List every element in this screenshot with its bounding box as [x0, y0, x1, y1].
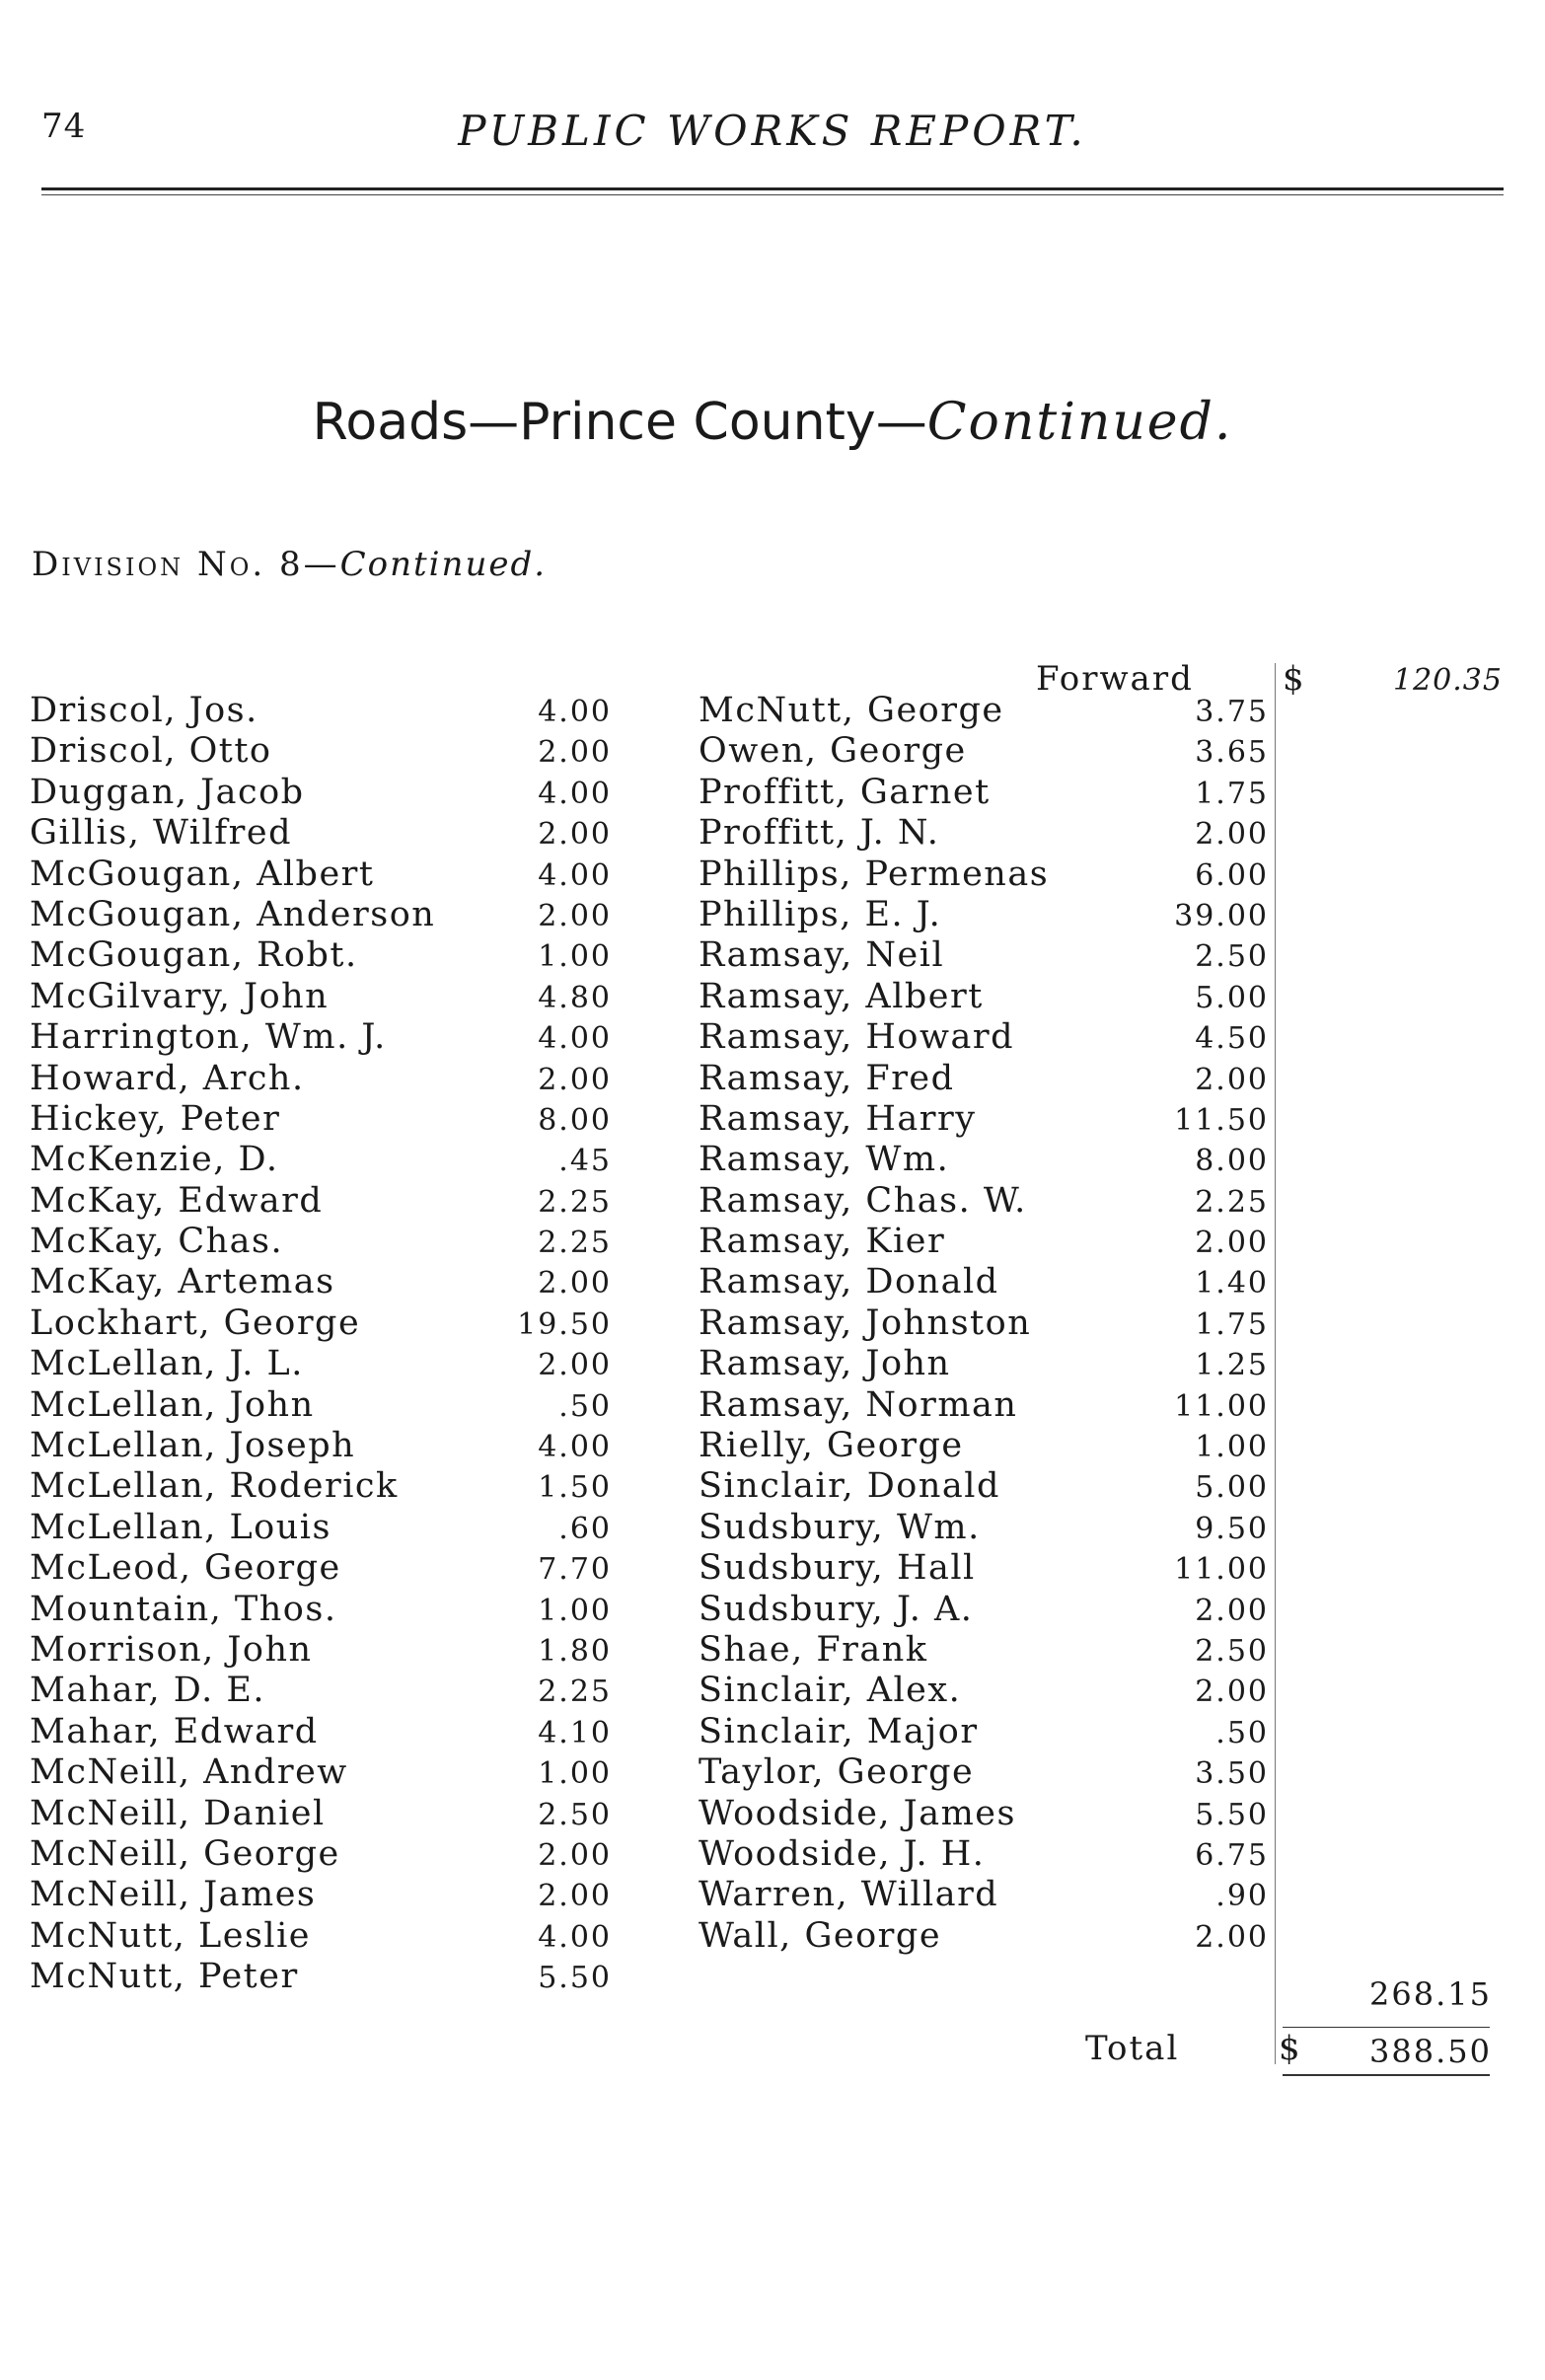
entry-amount: 4.00 — [538, 1021, 612, 1057]
entry-name: Hickey, Peter — [30, 1098, 281, 1139]
entry-name: Warren, Willard — [699, 1875, 999, 1915]
entry-name: Driscol, Jos. — [30, 691, 258, 730]
list-item — [30, 1344, 612, 1384]
entry-name: Ramsay, Howard — [699, 1017, 1014, 1058]
entry-name: McLellan, John — [30, 1384, 315, 1425]
entry-amount: 1.80 — [538, 1633, 612, 1669]
list-item — [699, 1181, 1269, 1222]
entry-amount: 1.25 — [1195, 1348, 1269, 1383]
entry-amount: 1.75 — [1195, 1306, 1269, 1342]
list-item — [30, 1222, 612, 1262]
list-item — [699, 1140, 1269, 1180]
page-number: 74 — [41, 107, 87, 146]
entry-name: Duggan, Jacob — [30, 772, 305, 812]
entry-amount: 2.00 — [538, 1266, 612, 1302]
entry-amount: 3.65 — [1195, 735, 1269, 771]
header-rule-thin — [41, 194, 1504, 195]
list-item — [699, 731, 1269, 772]
entry-amount: 1.00 — [538, 1756, 612, 1792]
entry-amount: 4.00 — [538, 695, 612, 729]
list-item — [30, 691, 612, 731]
header-rule-thick — [41, 187, 1504, 190]
list-item — [699, 1303, 1269, 1344]
entry-amount: 8.00 — [1195, 1144, 1269, 1179]
entry-name: Mountain, Thos. — [30, 1589, 337, 1629]
entry-name: Ramsay, Norman — [699, 1384, 1018, 1425]
list-item — [699, 1671, 1269, 1711]
list-item — [30, 1466, 612, 1507]
entry-name: Sinclair, Major — [699, 1711, 979, 1751]
entry-name: McGougan, Anderson — [30, 894, 436, 934]
list-item — [30, 1548, 612, 1589]
entry-amount: 2.00 — [538, 817, 612, 853]
list-item — [699, 1344, 1269, 1384]
list-item — [30, 1590, 612, 1630]
entry-amount: 3.50 — [1195, 1756, 1269, 1792]
entry-name: Sudsbury, J. A. — [699, 1589, 974, 1629]
list-item — [30, 895, 612, 935]
list-item — [30, 1181, 612, 1222]
entry-amount: 11.50 — [1174, 1102, 1269, 1138]
entry-name: McLellan, Roderick — [30, 1466, 399, 1507]
list-item — [30, 935, 612, 976]
entry-name: Sudsbury, Hall — [699, 1548, 976, 1589]
entry-name: McKay, Chas. — [30, 1222, 284, 1262]
entry-amount: 1.00 — [538, 1593, 612, 1628]
entry-amount: 2.00 — [538, 735, 612, 771]
entry-name: Gillis, Wilfred — [30, 813, 292, 854]
list-item — [699, 1630, 1269, 1671]
list-item — [699, 1590, 1269, 1630]
entry-name: Proffitt, J. N. — [699, 813, 940, 854]
entry-amount: .90 — [1215, 1879, 1269, 1914]
entry-name: Ramsay, Harry — [699, 1098, 977, 1139]
list-item — [30, 977, 612, 1017]
entry-amount: 11.00 — [1174, 1552, 1269, 1588]
list-item — [30, 1834, 612, 1875]
entry-name: Woodside, J. H. — [699, 1833, 986, 1874]
entry-amount: 2.00 — [538, 1062, 612, 1097]
list-item — [30, 1875, 612, 1915]
section-title-main: Roads—Prince County— — [312, 393, 927, 452]
entry-amount: 39.00 — [1174, 898, 1269, 933]
entry-amount: 9.50 — [1195, 1511, 1269, 1546]
list-item — [699, 1466, 1269, 1507]
entry-name: McKenzie, D. — [30, 1140, 279, 1180]
entry-amount: 2.00 — [1195, 1226, 1269, 1261]
entry-amount: 2.50 — [1195, 1633, 1269, 1669]
left-entries-list — [30, 691, 612, 1998]
list-item — [699, 1059, 1269, 1099]
entry-amount: 1.75 — [1195, 776, 1269, 811]
list-item — [30, 1671, 612, 1711]
entry-name: Howard, Arch. — [30, 1058, 305, 1098]
entry-name: Ramsay, Albert — [699, 976, 984, 1016]
list-item — [699, 1548, 1269, 1589]
right-entries-list — [699, 691, 1269, 1957]
list-item — [699, 1794, 1269, 1834]
entry-name: McNeill, Andrew — [30, 1752, 348, 1793]
entry-name: Rielly, George — [699, 1426, 964, 1466]
entry-amount: 2.50 — [538, 1797, 612, 1832]
entry-amount: .45 — [558, 1144, 612, 1179]
list-item — [30, 731, 612, 772]
entry-name: Sudsbury, Wm. — [699, 1507, 981, 1547]
entry-name: Driscol, Otto — [30, 731, 272, 772]
entry-name: McKay, Artemas — [30, 1262, 335, 1302]
list-item — [699, 1385, 1269, 1426]
entry-name: McNeill, George — [30, 1833, 340, 1874]
list-item — [30, 773, 612, 813]
list-item — [30, 813, 612, 854]
entry-amount: 2.00 — [1195, 1062, 1269, 1097]
entry-amount: 11.00 — [1174, 1388, 1269, 1424]
total-label: Total — [1085, 2029, 1180, 2068]
entry-amount: 1.00 — [538, 939, 612, 975]
entry-name: Shae, Frank — [699, 1629, 928, 1670]
list-item — [699, 1834, 1269, 1875]
entry-amount: 1.00 — [1195, 1430, 1269, 1465]
entry-name: Sinclair, Alex. — [699, 1671, 962, 1711]
entry-name: Phillips, E. J. — [699, 894, 942, 934]
list-item — [699, 1017, 1269, 1058]
entry-name: McNeill, James — [30, 1875, 317, 1915]
list-item — [30, 1794, 612, 1834]
entry-amount: 4.00 — [538, 1430, 612, 1465]
entry-amount: 19.50 — [517, 1306, 612, 1342]
list-item — [699, 1875, 1269, 1915]
division-continued: Continued. — [339, 545, 548, 584]
entry-amount: 2.00 — [538, 1348, 612, 1383]
entry-amount: 1.50 — [538, 1470, 612, 1506]
entry-name: Ramsay, Neil — [699, 935, 945, 976]
entry-amount: 4.80 — [538, 980, 612, 1015]
entry-amount: 5.50 — [1195, 1797, 1269, 1832]
list-item — [699, 1916, 1269, 1957]
entry-amount: 2.00 — [538, 898, 612, 933]
list-item — [699, 1426, 1269, 1466]
list-item — [30, 1099, 612, 1140]
entry-name: McLellan, Joseph — [30, 1426, 356, 1466]
entry-name: McNutt, George — [699, 691, 1004, 730]
entry-amount: .50 — [558, 1388, 612, 1424]
entry-amount: 1.40 — [1195, 1266, 1269, 1302]
entry-name: Phillips, Permenas — [699, 854, 1050, 894]
entry-name: Taylor, George — [699, 1752, 975, 1793]
entry-amount: 8.00 — [538, 1102, 612, 1138]
entry-name: Morrison, John — [30, 1629, 313, 1670]
entry-amount: 2.00 — [538, 1879, 612, 1914]
entry-name: Harrington, Wm. J. — [30, 1017, 387, 1058]
list-item — [30, 1385, 612, 1426]
entry-amount: 2.00 — [1195, 1593, 1269, 1628]
total-dollar-sign: $ — [1279, 2029, 1300, 2068]
subtotal-amount: 268.15 — [1369, 1975, 1492, 2013]
list-item — [30, 1303, 612, 1344]
entry-name: Ramsay, Johnston — [699, 1302, 1032, 1343]
entry-name: McGougan, Robt. — [30, 935, 358, 976]
entry-name: Ramsay, Kier — [699, 1222, 946, 1262]
entry-amount: 2.25 — [538, 1184, 612, 1220]
list-item — [699, 977, 1269, 1017]
total-rule — [1283, 2074, 1490, 2076]
entry-amount: 2.00 — [1195, 817, 1269, 853]
entry-amount: .60 — [558, 1511, 612, 1546]
entry-amount: 2.25 — [1195, 1184, 1269, 1220]
list-item — [30, 1957, 612, 1997]
entry-amount: 4.00 — [538, 776, 612, 811]
entry-name: McLeod, George — [30, 1548, 341, 1589]
list-item — [699, 855, 1269, 895]
entry-name: Ramsay, Donald — [699, 1262, 999, 1302]
entry-name: McNutt, Leslie — [30, 1915, 312, 1956]
list-item — [30, 1262, 612, 1302]
entry-name: Mahar, D. E. — [30, 1671, 265, 1711]
division-heading — [32, 545, 547, 584]
list-item — [699, 1712, 1269, 1752]
entry-amount: .50 — [1215, 1715, 1269, 1750]
list-item — [699, 813, 1269, 854]
entry-name: McLellan, Louis — [30, 1507, 331, 1547]
entry-amount: 6.75 — [1195, 1837, 1269, 1873]
list-item — [699, 691, 1269, 731]
section-title — [0, 393, 1545, 452]
forward-amount: 120.35 — [1393, 663, 1503, 698]
entry-amount: 4.50 — [1195, 1021, 1269, 1057]
entry-name: McGougan, Albert — [30, 854, 375, 894]
list-item — [30, 1630, 612, 1671]
entry-name: McNeill, Daniel — [30, 1793, 326, 1833]
list-item — [699, 895, 1269, 935]
subtotal-rule — [1283, 2027, 1490, 2028]
entry-amount: 4.00 — [538, 1919, 612, 1955]
entry-amount: 5.00 — [1195, 1470, 1269, 1506]
list-item — [30, 1017, 612, 1058]
entry-amount: 7.70 — [538, 1552, 612, 1588]
entry-name: McGilvary, John — [30, 976, 330, 1016]
entry-name: Ramsay, Chas. W. — [699, 1180, 1027, 1221]
list-item — [30, 1752, 612, 1793]
forward-dollar-sign: $ — [1283, 659, 1304, 699]
entry-name: Wall, George — [699, 1915, 942, 1956]
entry-amount: 5.50 — [538, 1961, 612, 1996]
entry-amount: 2.00 — [538, 1837, 612, 1873]
list-item — [699, 1099, 1269, 1140]
list-item — [30, 1712, 612, 1752]
entry-amount: 5.00 — [1195, 980, 1269, 1015]
entry-name: Mahar, Edward — [30, 1711, 319, 1751]
list-item — [30, 855, 612, 895]
entry-name: Woodside, James — [699, 1793, 1016, 1833]
list-item — [699, 773, 1269, 813]
entry-amount: 2.25 — [538, 1674, 612, 1710]
running-head: PUBLIC WORKS REPORT. — [458, 107, 1087, 155]
entry-name: Ramsay, Fred — [699, 1058, 955, 1098]
list-item — [699, 1752, 1269, 1793]
entry-name: Proffitt, Garnet — [699, 772, 991, 812]
entry-amount: 4.00 — [538, 857, 612, 893]
entry-amount: 4.10 — [538, 1715, 612, 1750]
entry-amount: 2.25 — [538, 1226, 612, 1261]
entry-amount: 2.00 — [1195, 1674, 1269, 1710]
entry-name: Owen, George — [699, 731, 967, 772]
list-item — [699, 1508, 1269, 1548]
list-item — [699, 1262, 1269, 1302]
entry-amount: 2.00 — [1195, 1919, 1269, 1955]
list-item — [30, 1059, 612, 1099]
entry-amount: 3.75 — [1195, 695, 1269, 729]
entry-name: McLellan, J. L. — [30, 1344, 304, 1384]
total-amount: 388.50 — [1369, 2033, 1492, 2070]
section-title-continued: Continued. — [926, 393, 1233, 452]
list-item — [30, 1508, 612, 1548]
forward-label: Forward — [1036, 659, 1194, 699]
entry-amount: 2.50 — [1195, 939, 1269, 975]
entry-name: McNutt, Peter — [30, 1957, 299, 1997]
entry-name: Ramsay, Wm. — [699, 1140, 950, 1180]
entry-name: Sinclair, Donald — [699, 1466, 1000, 1507]
list-item — [699, 935, 1269, 976]
division-label: Division No. 8— — [32, 545, 340, 584]
list-item — [30, 1916, 612, 1957]
entry-name: Ramsay, John — [699, 1344, 951, 1384]
list-item — [699, 1222, 1269, 1262]
list-item — [30, 1426, 612, 1466]
amount-column-rule — [1275, 663, 1276, 2064]
entry-name: McKay, Edward — [30, 1180, 324, 1221]
entry-amount: 6.00 — [1195, 857, 1269, 893]
list-item — [30, 1140, 612, 1180]
entry-name: Lockhart, George — [30, 1302, 361, 1343]
